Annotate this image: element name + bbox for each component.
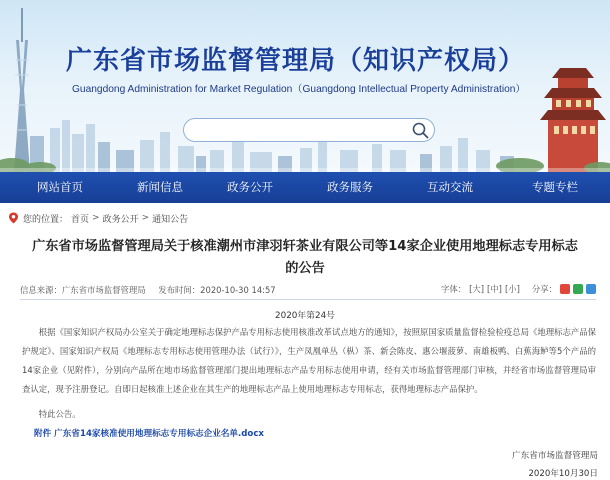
article-title-line-2: 的公告: [285, 261, 325, 276]
location-pin-icon: [8, 212, 19, 224]
font-size-large-button[interactable]: [大]: [469, 284, 485, 294]
share-label: 分享：: [531, 284, 557, 294]
breadcrumb-separator: >: [141, 213, 150, 223]
font-size-small-button[interactable]: [小]: [504, 284, 520, 294]
site-subtitle: Guangdong Administration for Market Regulation（Guangdong Intellectual Property Administration）: [72, 84, 526, 95]
article-title-line-1: 广东省市场监督管理局关于核准潮州市津羽轩茶业有限公司等14家企业使用地理标志专用标志: [32, 239, 578, 254]
font-size-label: 字体：: [440, 284, 467, 294]
main-nav: [0, 172, 610, 203]
article-paragraph: 根据《国家知识产权局办公室关于确定地理标志保护产品专用标志使用核准改革试点地方的通知》，按照原国家质量监督检验检疫总局《地理标志产品保护规定》、国家知识产权局《地理标志专用标志使用管理办法（试行）》，生产凤凰单丛（枞）茶、新会陈皮、惠公堰菠萝、南雄板鸭、白蕉海鲈等5个产品的14家企业（见附件），分别向产品所在地市场监督管理部门提出地理标志产品专用标志使用申请，经有关市场监督管理部门审核，并经省市场监督管理局审查认定，现予注册登记。自即日起核准上述企业在其生产的地理标志产品上使用地理标志专用标志，获得地理标志产品保护。: [22, 327, 596, 394]
document-number: 2020年第24号: [275, 311, 335, 321]
header-banner: [0, 0, 610, 172]
breadcrumb-item-gov-info[interactable]: 政务公开: [102, 214, 139, 225]
qzone-share-icon[interactable]: [586, 284, 596, 294]
nav-item-news[interactable]: 新闻信息: [137, 180, 183, 194]
nav-item-interaction[interactable]: 互动交流: [427, 180, 473, 194]
meta-divider: [20, 299, 596, 300]
article-meta-right: [438, 283, 596, 295]
signature-date: 2020年10月30日: [528, 469, 598, 479]
article-source: 信息来源：广东省市场监督管理局: [20, 285, 146, 295]
search-icon[interactable]: [412, 122, 429, 139]
nav-item-gov-service[interactable]: 政务服务: [327, 180, 373, 194]
signature-organization: 广东省市场监督管理局: [512, 451, 598, 461]
breadcrumb-item-notices[interactable]: 通知公告: [152, 214, 189, 225]
breadcrumb-label: 您的位置：: [23, 214, 69, 225]
site-title: 广东省市场监督管理局（知识产权局）: [66, 46, 526, 76]
breadcrumb: [8, 211, 191, 225]
nav-item-special-topics[interactable]: 专题专栏: [532, 180, 578, 194]
nav-item-gov-info[interactable]: 政务公开: [227, 180, 273, 194]
article-title: [10, 236, 600, 280]
article-publish-time: 发布时间：2020-10-30 14:57: [158, 285, 276, 295]
search-input[interactable]: [194, 122, 394, 138]
nav-item-home[interactable]: 网站首页: [37, 180, 83, 194]
article-paragraph: 特此公告。: [38, 409, 81, 419]
breadcrumb-item-home[interactable]: 首页: [71, 214, 90, 225]
wechat-share-icon[interactable]: [573, 284, 583, 294]
article-meta-left: [20, 284, 286, 296]
search-box: [183, 118, 435, 142]
attachment-link[interactable]: 附件 广东省14家核准使用地理标志专用标志企业名单.docx: [34, 429, 264, 439]
canton-tower-icon: [14, 8, 30, 172]
breadcrumb-separator: >: [92, 213, 100, 223]
article-meta: [20, 284, 596, 298]
font-size-medium-button[interactable]: [中]: [487, 284, 502, 294]
weibo-share-icon[interactable]: [560, 284, 570, 294]
